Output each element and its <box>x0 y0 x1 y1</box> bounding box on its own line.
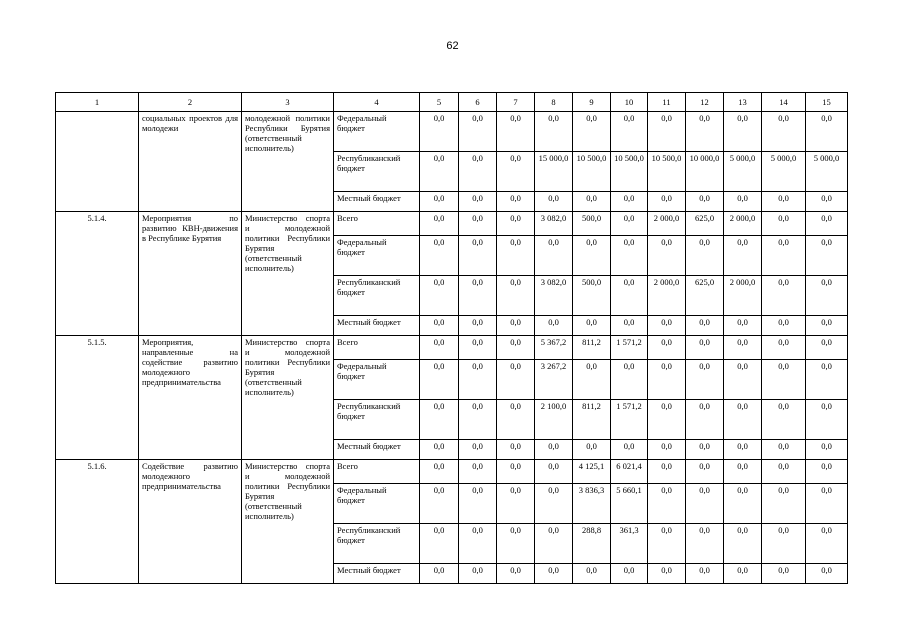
value-cell: 0,0 <box>420 336 459 360</box>
value-cell: 0,0 <box>611 316 648 336</box>
value-cell: 0,0 <box>420 484 459 524</box>
value-cell: 0,0 <box>724 460 762 484</box>
value-cell: 288,8 <box>573 524 611 564</box>
value-cell: 0,0 <box>648 484 686 524</box>
value-cell: 0,0 <box>648 112 686 152</box>
value-cell: 5 660,1 <box>611 484 648 524</box>
value-cell: 0,0 <box>806 316 848 336</box>
value-cell: 0,0 <box>762 360 806 400</box>
value-cell: 3 836,3 <box>573 484 611 524</box>
value-cell: 0,0 <box>648 400 686 440</box>
value-cell: 0,0 <box>459 484 497 524</box>
value-cell: 0,0 <box>459 276 497 316</box>
value-cell: 0,0 <box>420 236 459 276</box>
value-cell: 0,0 <box>420 440 459 460</box>
responsible-executor: Министерство спорта и молодежной политики Республики Бурятия (ответственный исполнитель) <box>242 212 334 336</box>
column-header-3: 3 <box>242 93 334 112</box>
value-cell: 0,0 <box>762 192 806 212</box>
value-cell: 0,0 <box>806 212 848 236</box>
funding-source: Всего <box>334 336 420 360</box>
value-cell: 0,0 <box>806 236 848 276</box>
value-cell: 0,0 <box>648 564 686 584</box>
value-cell: 0,0 <box>686 440 724 460</box>
value-cell: 0,0 <box>648 524 686 564</box>
value-cell: 0,0 <box>724 400 762 440</box>
value-cell: 5 000,0 <box>724 152 762 192</box>
value-cell: 0,0 <box>686 236 724 276</box>
value-cell: 0,0 <box>497 484 535 524</box>
value-cell: 0,0 <box>806 112 848 152</box>
value-cell: 0,0 <box>762 236 806 276</box>
value-cell: 0,0 <box>806 524 848 564</box>
value-cell: 0,0 <box>686 112 724 152</box>
value-cell: 1 571,2 <box>611 336 648 360</box>
value-cell: 10 500,0 <box>573 152 611 192</box>
value-cell: 0,0 <box>724 360 762 400</box>
funding-source: Федеральный бюджет <box>334 360 420 400</box>
value-cell: 0,0 <box>762 440 806 460</box>
value-cell: 0,0 <box>459 192 497 212</box>
measure-number <box>56 112 139 212</box>
value-cell: 0,0 <box>497 192 535 212</box>
funding-source: Местный бюджет <box>334 316 420 336</box>
value-cell: 0,0 <box>648 440 686 460</box>
value-cell: 0,0 <box>497 236 535 276</box>
value-cell: 0,0 <box>611 236 648 276</box>
value-cell: 0,0 <box>497 316 535 336</box>
value-cell: 0,0 <box>420 212 459 236</box>
value-cell: 0,0 <box>611 360 648 400</box>
value-cell: 0,0 <box>459 236 497 276</box>
funding-source: Республиканский бюджет <box>334 524 420 564</box>
value-cell: 0,0 <box>686 484 724 524</box>
value-cell: 0,0 <box>459 440 497 460</box>
value-cell: 0,0 <box>497 360 535 400</box>
column-header-1: 1 <box>56 93 139 112</box>
value-cell: 0,0 <box>459 400 497 440</box>
measure-number: 5.1.4. <box>56 212 139 336</box>
value-cell: 5 000,0 <box>806 152 848 192</box>
value-cell: 0,0 <box>686 336 724 360</box>
column-header-12: 12 <box>686 93 724 112</box>
value-cell: 0,0 <box>573 564 611 584</box>
column-header-13: 13 <box>724 93 762 112</box>
value-cell: 0,0 <box>535 564 573 584</box>
value-cell: 0,0 <box>420 192 459 212</box>
value-cell: 0,0 <box>420 112 459 152</box>
value-cell: 0,0 <box>686 524 724 564</box>
value-cell: 0,0 <box>459 112 497 152</box>
value-cell: 2 000,0 <box>724 276 762 316</box>
measure-number: 5.1.6. <box>56 460 139 584</box>
value-cell: 0,0 <box>459 316 497 336</box>
value-cell: 0,0 <box>762 400 806 440</box>
value-cell: 0,0 <box>724 316 762 336</box>
value-cell: 0,0 <box>806 564 848 584</box>
value-cell: 0,0 <box>497 564 535 584</box>
value-cell: 1 571,2 <box>611 400 648 440</box>
value-cell: 0,0 <box>459 460 497 484</box>
responsible-executor: Министерство спорта и молодежной политики Республики Бурятия (ответственный исполнитель) <box>242 460 334 584</box>
value-cell: 0,0 <box>573 440 611 460</box>
funding-source: Местный бюджет <box>334 192 420 212</box>
value-cell: 0,0 <box>420 360 459 400</box>
value-cell: 0,0 <box>535 236 573 276</box>
column-header-2: 2 <box>139 93 242 112</box>
value-cell: 0,0 <box>611 112 648 152</box>
value-cell: 0,0 <box>497 524 535 564</box>
value-cell: 3 267,2 <box>535 360 573 400</box>
value-cell: 0,0 <box>535 484 573 524</box>
value-cell: 0,0 <box>420 152 459 192</box>
funding-source: Республиканский бюджет <box>334 276 420 316</box>
value-cell: 0,0 <box>648 336 686 360</box>
value-cell: 0,0 <box>497 112 535 152</box>
value-cell: 6 021,4 <box>611 460 648 484</box>
value-cell: 0,0 <box>806 192 848 212</box>
value-cell: 0,0 <box>762 336 806 360</box>
value-cell: 0,0 <box>648 360 686 400</box>
value-cell: 0,0 <box>806 276 848 316</box>
value-cell: 0,0 <box>497 400 535 440</box>
value-cell: 0,0 <box>806 460 848 484</box>
value-cell: 10 500,0 <box>648 152 686 192</box>
value-cell: 0,0 <box>762 276 806 316</box>
value-cell: 0,0 <box>762 484 806 524</box>
measure-number: 5.1.5. <box>56 336 139 460</box>
column-header-10: 10 <box>611 93 648 112</box>
value-cell: 811,2 <box>573 400 611 440</box>
value-cell: 0,0 <box>573 360 611 400</box>
value-cell: 0,0 <box>420 276 459 316</box>
value-cell: 0,0 <box>535 112 573 152</box>
value-cell: 0,0 <box>724 484 762 524</box>
value-cell: 5 000,0 <box>762 152 806 192</box>
value-cell: 0,0 <box>724 440 762 460</box>
column-header-14: 14 <box>762 93 806 112</box>
measure-name: Мероприятия по развитию КВН-движения в Республике Бурятия <box>139 212 242 336</box>
value-cell: 0,0 <box>573 316 611 336</box>
funding-source: Республиканский бюджет <box>334 400 420 440</box>
value-cell: 0,0 <box>573 112 611 152</box>
table-row <box>56 336 848 360</box>
funding-source: Всего <box>334 460 420 484</box>
value-cell: 0,0 <box>497 152 535 192</box>
value-cell: 0,0 <box>648 316 686 336</box>
value-cell: 10 500,0 <box>611 152 648 192</box>
measure-name: Мероприятия, направленные на содействие развитию молодежного предпринимательства <box>139 336 242 460</box>
value-cell: 0,0 <box>806 440 848 460</box>
table-row <box>56 460 848 484</box>
value-cell: 0,0 <box>724 336 762 360</box>
value-cell: 0,0 <box>724 524 762 564</box>
value-cell: 0,0 <box>762 564 806 584</box>
value-cell: 361,3 <box>611 524 648 564</box>
value-cell: 2 000,0 <box>648 212 686 236</box>
value-cell: 3 082,0 <box>535 276 573 316</box>
value-cell: 500,0 <box>573 212 611 236</box>
budget-table <box>55 92 848 584</box>
funding-source: Федеральный бюджет <box>334 236 420 276</box>
value-cell: 0,0 <box>762 316 806 336</box>
column-header-6: 6 <box>459 93 497 112</box>
value-cell: 625,0 <box>686 212 724 236</box>
value-cell: 0,0 <box>686 460 724 484</box>
value-cell: 0,0 <box>420 524 459 564</box>
value-cell: 500,0 <box>573 276 611 316</box>
measure-name: Содействие развитию молодежного предпринимательства <box>139 460 242 584</box>
value-cell: 0,0 <box>724 112 762 152</box>
value-cell: 0,0 <box>686 316 724 336</box>
measure-name: социальных проектов для молодежи <box>139 112 242 212</box>
value-cell: 5 367,2 <box>535 336 573 360</box>
value-cell: 4 125,1 <box>573 460 611 484</box>
column-header-9: 9 <box>573 93 611 112</box>
value-cell: 0,0 <box>611 276 648 316</box>
responsible-executor: молодежной политики Республики Бурятия (ответственный исполнитель) <box>242 112 334 212</box>
value-cell: 0,0 <box>459 152 497 192</box>
value-cell: 0,0 <box>686 400 724 440</box>
value-cell: 0,0 <box>459 564 497 584</box>
value-cell: 0,0 <box>497 336 535 360</box>
value-cell: 0,0 <box>420 400 459 440</box>
value-cell: 0,0 <box>535 440 573 460</box>
value-cell: 2 100,0 <box>535 400 573 440</box>
table-row <box>56 112 848 152</box>
value-cell: 0,0 <box>535 192 573 212</box>
value-cell: 0,0 <box>724 192 762 212</box>
value-cell: 0,0 <box>611 192 648 212</box>
value-cell: 0,0 <box>420 564 459 584</box>
value-cell: 0,0 <box>497 460 535 484</box>
value-cell: 0,0 <box>497 276 535 316</box>
value-cell: 625,0 <box>686 276 724 316</box>
value-cell: 0,0 <box>806 484 848 524</box>
value-cell: 0,0 <box>762 460 806 484</box>
header-row <box>56 93 848 112</box>
value-cell: 0,0 <box>806 360 848 400</box>
funding-source: Всего <box>334 212 420 236</box>
value-cell: 0,0 <box>806 400 848 440</box>
value-cell: 0,0 <box>724 236 762 276</box>
value-cell: 3 082,0 <box>535 212 573 236</box>
value-cell: 0,0 <box>611 212 648 236</box>
funding-source: Федеральный бюджет <box>334 484 420 524</box>
value-cell: 0,0 <box>611 440 648 460</box>
column-header-7: 7 <box>497 93 535 112</box>
table-row <box>56 212 848 236</box>
value-cell: 0,0 <box>762 524 806 564</box>
column-header-4: 4 <box>334 93 420 112</box>
value-cell: 811,2 <box>573 336 611 360</box>
value-cell: 0,0 <box>648 192 686 212</box>
value-cell: 0,0 <box>686 360 724 400</box>
value-cell: 2 000,0 <box>724 212 762 236</box>
value-cell: 0,0 <box>497 212 535 236</box>
value-cell: 0,0 <box>573 236 611 276</box>
value-cell: 0,0 <box>459 212 497 236</box>
value-cell: 2 000,0 <box>648 276 686 316</box>
value-cell: 0,0 <box>686 192 724 212</box>
value-cell: 0,0 <box>762 112 806 152</box>
value-cell: 0,0 <box>420 460 459 484</box>
page-number: 62 <box>446 40 459 52</box>
funding-source: Республиканский бюджет <box>334 152 420 192</box>
value-cell: 0,0 <box>535 524 573 564</box>
value-cell: 0,0 <box>806 336 848 360</box>
value-cell: 0,0 <box>459 336 497 360</box>
value-cell: 0,0 <box>648 236 686 276</box>
responsible-executor: Министерство спорта и молодежной политики Республики Бурятия (ответственный исполнитель) <box>242 336 334 460</box>
value-cell: 0,0 <box>497 440 535 460</box>
column-header-5: 5 <box>420 93 459 112</box>
column-header-15: 15 <box>806 93 848 112</box>
value-cell: 15 000,0 <box>535 152 573 192</box>
value-cell: 0,0 <box>535 316 573 336</box>
column-header-8: 8 <box>535 93 573 112</box>
value-cell: 0,0 <box>762 212 806 236</box>
value-cell: 0,0 <box>573 192 611 212</box>
value-cell: 0,0 <box>724 564 762 584</box>
value-cell: 0,0 <box>611 564 648 584</box>
value-cell: 0,0 <box>686 564 724 584</box>
funding-source: Федеральный бюджет <box>334 112 420 152</box>
value-cell: 0,0 <box>535 460 573 484</box>
value-cell: 0,0 <box>459 524 497 564</box>
value-cell: 0,0 <box>420 316 459 336</box>
funding-source: Местный бюджет <box>334 440 420 460</box>
value-cell: 0,0 <box>459 360 497 400</box>
funding-source: Местный бюджет <box>334 564 420 584</box>
value-cell: 10 000,0 <box>686 152 724 192</box>
value-cell: 0,0 <box>648 460 686 484</box>
column-header-11: 11 <box>648 93 686 112</box>
